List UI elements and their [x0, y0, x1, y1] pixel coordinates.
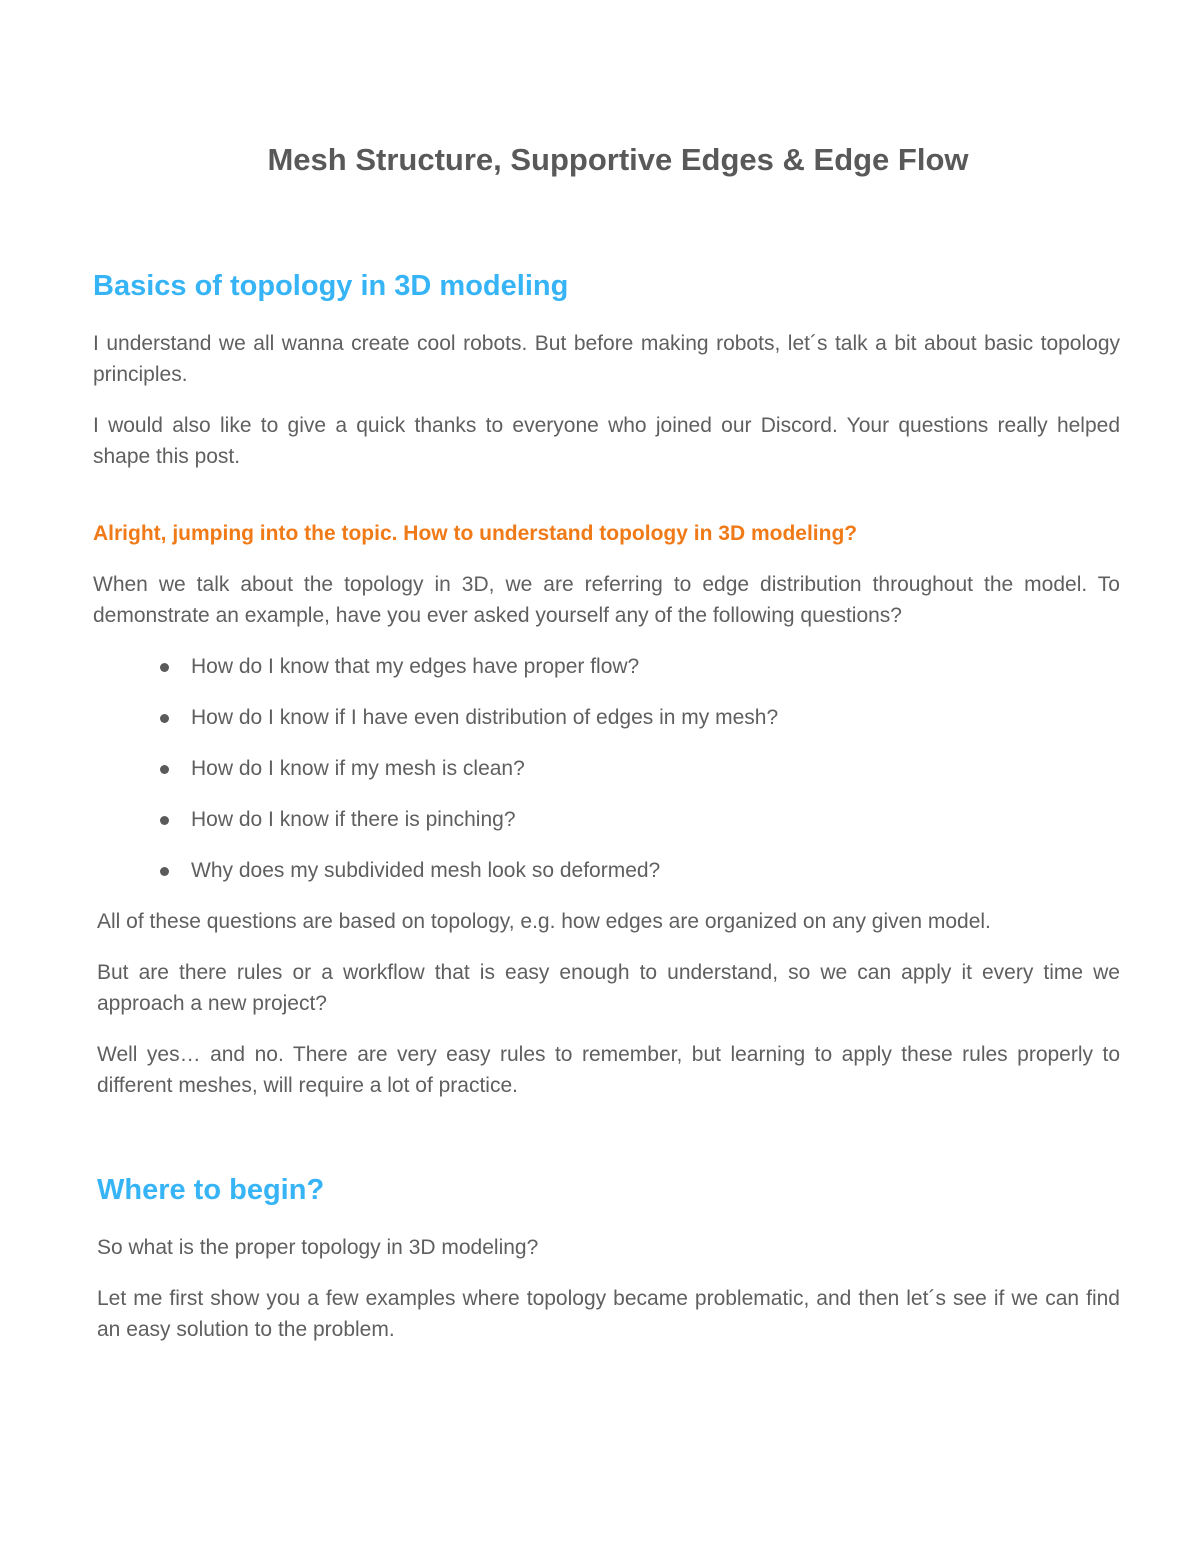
- section-heading-basics: Basics of topology in 3D modeling: [93, 270, 569, 302]
- bullet-icon: [160, 867, 169, 876]
- bullet-icon: [160, 816, 169, 825]
- paragraph: All of these questions are based on topology, e.g. how edges are organized on any given model.: [97, 910, 991, 933]
- list-item-text: How do I know if there is pinching?: [191, 808, 516, 831]
- paragraph: Let me first show you a few examples where topology became problematic, and then let´s see if we can find an easy solution to the problem.: [97, 1287, 1120, 1341]
- bullet-icon: [160, 663, 169, 672]
- paragraph: I understand we all wanna create cool robots. But before making robots, let´s talk a bit about basic topology principles.: [93, 332, 1120, 386]
- paragraph: Well yes… and no. There are very easy rules to remember, but learning to apply these rules properly to different meshes, will require a lot of practice.: [97, 1043, 1120, 1097]
- list-item: [160, 753, 778, 804]
- paragraph: I would also like to give a quick thanks to everyone who joined our Discord. Your questions really helped shape this post.: [93, 414, 1120, 468]
- bullet-icon: [160, 714, 169, 723]
- list-item-text: How do I know if my mesh is clean?: [191, 757, 525, 780]
- list-item-text: How do I know if I have even distribution of edges in my mesh?: [191, 706, 779, 729]
- list-item-text: How do I know that my edges have proper flow?: [191, 655, 640, 678]
- list-item: [160, 702, 778, 753]
- list-item: [160, 651, 778, 702]
- section-heading-where-to-begin: Where to begin?: [97, 1174, 325, 1206]
- subheading-orange: Alright, jumping into the topic. How to understand topology in 3D modeling?: [93, 522, 858, 545]
- paragraph: When we talk about the topology in 3D, we are referring to edge distribution throughout the model. To demonstrate an example, have you ever asked yourself any of the following questions?: [93, 573, 1120, 627]
- paragraph: So what is the proper topology in 3D modeling?: [97, 1236, 539, 1259]
- question-list: [160, 651, 778, 906]
- bullet-icon: [160, 765, 169, 774]
- document-title: Mesh Structure, Supportive Edges & Edge Flow: [267, 142, 969, 177]
- list-item: [160, 855, 778, 906]
- list-item: [160, 804, 778, 855]
- paragraph: But are there rules or a workflow that is easy enough to understand, so we can apply it every time we approach a new project?: [97, 961, 1120, 1015]
- list-item-text: Why does my subdivided mesh look so deformed?: [191, 859, 661, 882]
